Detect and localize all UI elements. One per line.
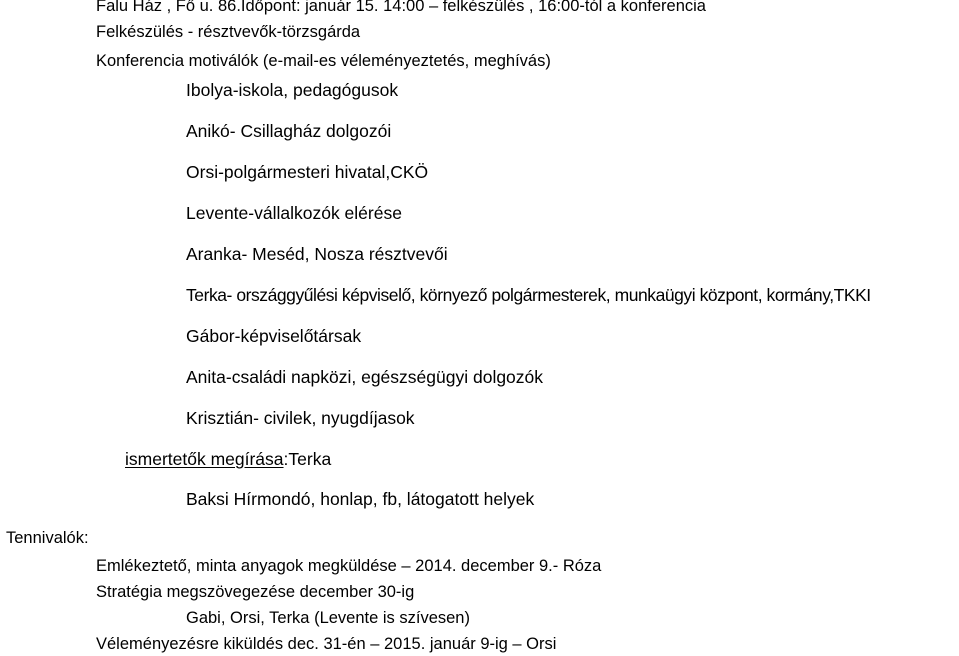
assignment-item: Gábor-képviselőtársak (186, 326, 362, 346)
assignment-item: Anikó- Csillagház dolgozói (186, 121, 392, 141)
todo-item: Gabi, Orsi, Terka (Levente is szívesen) (186, 609, 470, 627)
header-motivators: Konferencia motiválók (e-mail-es véleményeztetés, meghívás) (96, 52, 551, 70)
assignment-item: Orsi-polgármesteri hivatal,CKÖ (186, 162, 429, 182)
assignment-item: Levente-vállalkozók elérése (186, 203, 402, 223)
todo-item: Stratégia megszövegezése december 30-ig (96, 583, 415, 601)
writeups-detail: Baksi Hírmondó, honlap, fb, látogatott helyek (186, 489, 535, 509)
header-venue-time: Falu Ház , Fő u. 86.Időpont: január 15. 14:00 – felkészülés , 16:00-tól a konferencia (96, 0, 706, 15)
todo-label: Tennivalók: (6, 529, 89, 547)
todo-item: Véleményezésre kiküldés dec. 31-én – 2015. január 9-ig – Orsi (96, 635, 557, 653)
writeups-heading (125, 451, 331, 469)
header-preparation: Felkészülés - résztvevők-törzsgárda (96, 23, 361, 41)
todo-item: Emlékeztető, minta anyagok megküldése – 2014. december 9.- Róza (96, 557, 602, 575)
assignment-item: Ibolya-iskola, pedagógusok (186, 80, 399, 100)
assignment-item: Anita-családi napközi, egészségügyi dolgozók (186, 367, 544, 387)
assignment-item: Krisztián- civilek, nyugdíjasok (186, 408, 415, 428)
assignment-item: Aranka- Meséd, Nosza résztvevői (186, 244, 448, 264)
writeups-person: :Terka (283, 449, 332, 469)
writeups-label: ismertetők megírása (125, 449, 284, 469)
assignment-item: Terka- országgyűlési képviselő, környező polgármesterek, munkaügyi központ, kormány,TKKI (186, 285, 871, 305)
